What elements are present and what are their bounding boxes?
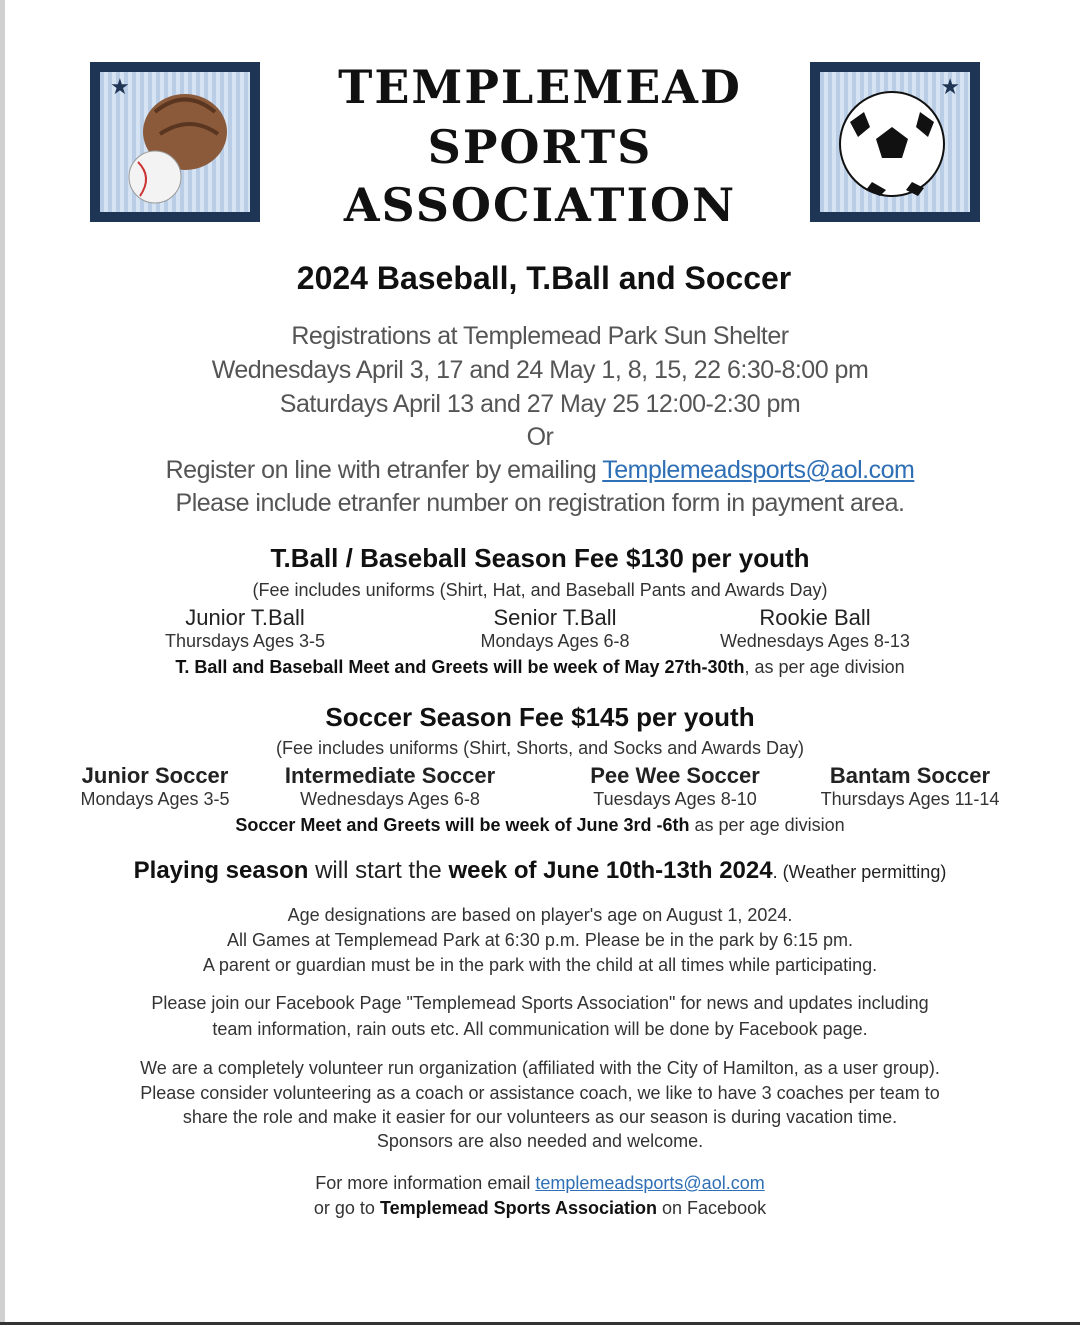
- register-online-line: [0, 456, 1080, 485]
- division-schedule: Wednesdays Ages 8-13: [720, 631, 910, 651]
- register-online-text: Register on line with etranfer by emailing: [165, 456, 603, 484]
- or-text: Or: [526, 423, 554, 451]
- season-text: will start the: [308, 857, 449, 884]
- contact-email-link[interactable]: templemeadsports@aol.com: [535, 1173, 765, 1193]
- facebook-page-name: Templemead Sports Association: [379, 1198, 658, 1218]
- headline: 2024 Baseball, T.Ball and Soccer: [296, 260, 792, 296]
- baseball-division: [450, 605, 660, 652]
- contact-text: or go to: [313, 1198, 380, 1218]
- org-title-line: ASSOCIATION: [343, 178, 737, 232]
- registration-email-link[interactable]: Templemeadsports@aol.com: [602, 456, 915, 484]
- division-schedule: Thursdays Ages 3-5: [164, 631, 326, 651]
- registration-line: Please include etranfer number on registration form in payment area.: [175, 489, 905, 517]
- org-title-line: SPORTS: [427, 120, 653, 174]
- volunteer-line: Please consider volunteering as a coach or assistance coach, we like to have 3 coaches per team to: [140, 1083, 940, 1103]
- contact-line: [0, 1173, 1080, 1194]
- meet-greet-bold: Soccer Meet and Greets will be week of June 3rd -6th: [235, 815, 690, 835]
- soccer-fee-heading: Soccer Season Fee $145 per youth: [325, 702, 755, 732]
- season-note: . (Weather permitting): [772, 862, 947, 882]
- contact-text: on Facebook: [657, 1198, 767, 1218]
- division-name: Bantam Soccer: [829, 763, 991, 788]
- baseball-fee-heading: T.Ball / Baseball Season Fee $130 per youth: [270, 543, 810, 573]
- soccer-division: [265, 763, 515, 810]
- baseball-division: [700, 605, 930, 652]
- contact-line: [0, 1198, 1080, 1219]
- division-name: Senior T.Ball: [493, 605, 617, 630]
- division-name: Rookie Ball: [759, 605, 871, 630]
- soccer-division: [800, 763, 1020, 810]
- division-schedule: Mondays Ages 6-8: [480, 631, 630, 651]
- playing-season-line: [0, 857, 1080, 885]
- season-dates: week of June 10th-13th 2024: [448, 857, 773, 884]
- baseball-fee-includes: (Fee includes uniforms (Shirt, Hat, and Baseball Pants and Awards Day): [252, 580, 828, 600]
- division-schedule: Thursdays Ages 11-14: [820, 789, 1000, 809]
- division-name: Junior Soccer: [81, 763, 229, 788]
- season-bold: Playing season: [133, 857, 309, 884]
- soccer-meet-greet: [0, 815, 1080, 836]
- meet-greet-bold: T. Ball and Baseball Meet and Greets will be week of May 27th-30th: [175, 657, 745, 677]
- baseball-division: [140, 605, 350, 652]
- facebook-line: team information, rain outs etc. All communication will be done by Facebook page.: [212, 1019, 868, 1039]
- soccer-division: [60, 763, 250, 810]
- star-icon: ★: [940, 74, 960, 99]
- star-icon: ★: [110, 74, 130, 99]
- meet-greet-rest: as per age division: [689, 815, 845, 835]
- info-line: A parent or guardian must be in the park with the child at all times while participating.: [202, 955, 878, 975]
- registration-line: Wednesdays April 3, 17 and 24 May 1, 8, 15, 22 6:30-8:00 pm: [211, 356, 869, 384]
- division-name: Intermediate Soccer: [284, 763, 496, 788]
- volunteer-line: Sponsors are also needed and welcome.: [376, 1131, 704, 1151]
- division-schedule: Wednesdays Ages 6-8: [300, 789, 480, 809]
- division-name: Pee Wee Soccer: [590, 763, 760, 788]
- division-schedule: Tuesdays Ages 8-10: [593, 789, 757, 809]
- volunteer-line: We are a completely volunteer run organization (affiliated with the City of Hamilton, as a user group).: [140, 1058, 940, 1078]
- soccer-fee-includes: (Fee includes uniforms (Shirt, Shorts, and Socks and Awards Day): [276, 738, 804, 758]
- facebook-line: Please join our Facebook Page "Templemead Sports Association" for news and updates including: [151, 993, 929, 1013]
- meet-greet-rest: , as per age division: [744, 657, 905, 677]
- registration-line: Saturdays April 13 and 27 May 25 12:00-2:30 pm: [279, 390, 801, 418]
- baseball-meet-greet: [0, 657, 1080, 678]
- info-line: Age designations are based on player's age on August 1, 2024.: [287, 905, 793, 925]
- volunteer-line: share the role and make it easier for our volunteers as our season is during vacation time.: [182, 1107, 898, 1127]
- contact-text: For more information email: [315, 1173, 536, 1193]
- soccer-division: [565, 763, 785, 810]
- division-name: Junior T.Ball: [185, 605, 305, 630]
- division-schedule: Mondays Ages 3-5: [80, 789, 230, 809]
- registration-line: Registrations at Templemead Park Sun Shelter: [291, 322, 789, 350]
- org-title-line: TEMPLEMEAD: [338, 60, 742, 114]
- info-line: All Games at Templemead Park at 6:30 p.m. Please be in the park by 6:15 pm.: [227, 930, 853, 950]
